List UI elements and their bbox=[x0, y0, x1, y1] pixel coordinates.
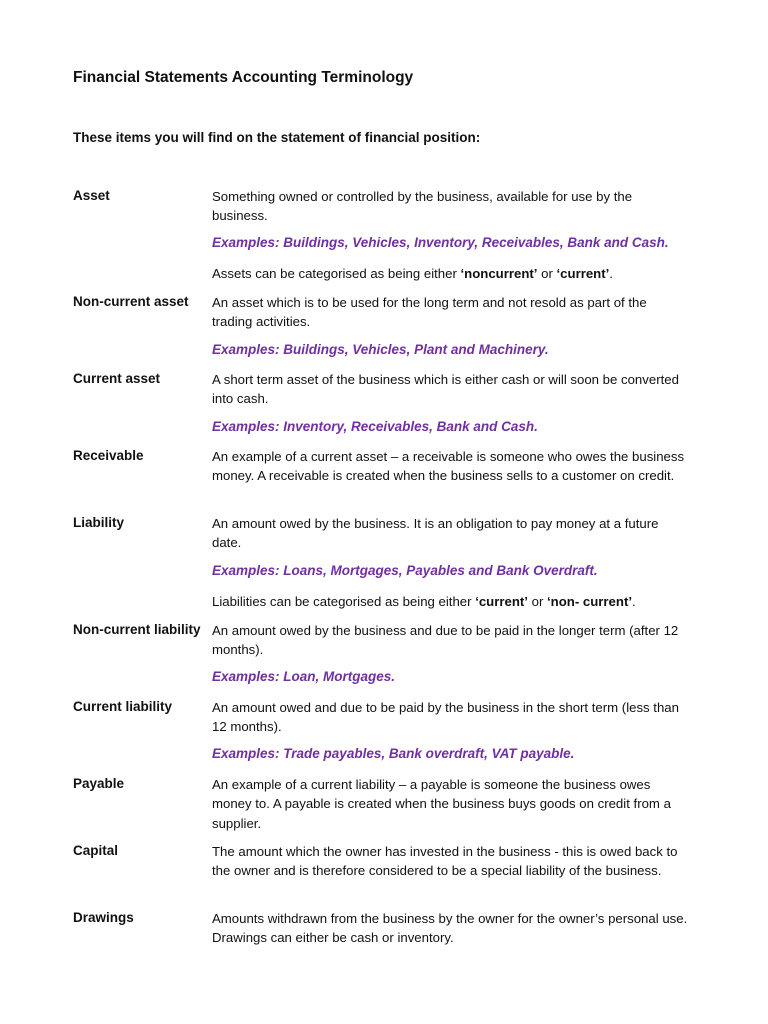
examples-non-current-asset: Examples: Buildings, Vehicles, Plant and Machinery. bbox=[212, 342, 549, 357]
examples-current-asset: Examples: Inventory, Receivables, Bank and Cash. bbox=[212, 419, 538, 434]
term-liability: Liability bbox=[73, 515, 125, 530]
definition-asset: Something owned or controlled by the business, available for use by the business. bbox=[212, 189, 633, 224]
term-current-liability: Current liability bbox=[73, 699, 173, 714]
note-asset-noncurrent: ‘noncurrent’ bbox=[460, 266, 538, 281]
examples-current-liability: Examples: Trade payables, Bank overdraft, VAT payable. bbox=[212, 746, 575, 761]
note-asset-current: ‘current’ bbox=[556, 266, 610, 281]
definition-drawings: Amounts withdrawn from the business by the owner for the owner’s personal use. Drawings can either be cash or inventory. bbox=[212, 911, 688, 946]
examples-asset: Examples: Buildings, Vehicles, Inventory, Receivables, Bank and Cash. bbox=[212, 235, 669, 250]
section-subtitle: These items you will find on the statement of financial position: bbox=[73, 130, 481, 145]
examples-liability: Examples: Loans, Mortgages, Payables and Bank Overdraft. bbox=[212, 563, 598, 578]
page-title: Financial Statements Accounting Terminology bbox=[73, 69, 414, 86]
examples-non-current-liability: Examples: Loan, Mortgages. bbox=[212, 669, 396, 684]
definition-receivable: An example of a current asset – a receivable is someone who owes the business money. A receivable is created when the business sells to a customer on credit. bbox=[212, 449, 685, 484]
note-liability-mid: or bbox=[527, 594, 548, 609]
definition-payable: An example of a current liability – a payable is someone the business owes money to. A payable is created when the business buys goods on credit from a supplier. bbox=[212, 777, 671, 831]
definition-non-current-asset: An asset which is to be used for the long term and not resold as part of the trading activities. bbox=[212, 295, 647, 330]
definition-current-asset: A short term asset of the business which is either cash or will soon be converted into cash. bbox=[212, 372, 679, 407]
term-non-current-asset: Non-current asset bbox=[73, 294, 189, 309]
definition-liability: An amount owed by the business. It is an obligation to pay money at a future date. bbox=[212, 516, 659, 551]
note-asset-suffix: . bbox=[609, 266, 613, 281]
term-non-current-liability: Non-current liability bbox=[73, 622, 201, 637]
note-asset-mid: or bbox=[537, 266, 557, 281]
note-liability-non-current: ‘non- current’ bbox=[547, 594, 633, 609]
term-payable: Payable bbox=[73, 776, 125, 791]
definition-non-current-liability: An amount owed by the business and due to be paid in the longer term (after 12 months). bbox=[212, 623, 679, 658]
note-liability-current: ‘current’ bbox=[475, 594, 528, 609]
term-asset: Asset bbox=[73, 188, 110, 203]
note-asset bbox=[212, 264, 690, 283]
note-liability bbox=[212, 592, 690, 611]
term-capital: Capital bbox=[73, 843, 119, 858]
term-drawings: Drawings bbox=[73, 910, 134, 925]
note-asset-prefix: Assets can be categorised as being either bbox=[212, 266, 461, 281]
note-liability-prefix: Liabilities can be categorised as being either bbox=[212, 594, 476, 609]
note-liability-suffix: . bbox=[632, 594, 636, 609]
definition-current-liability: An amount owed and due to be paid by the business in the short term (less than 12 months). bbox=[212, 700, 679, 735]
term-receivable: Receivable bbox=[73, 448, 144, 463]
term-current-asset: Current asset bbox=[73, 371, 161, 386]
definition-capital: The amount which the owner has invested in the business - this is owed back to the owner and is therefore considered to be a special liability of the business. bbox=[212, 844, 678, 879]
